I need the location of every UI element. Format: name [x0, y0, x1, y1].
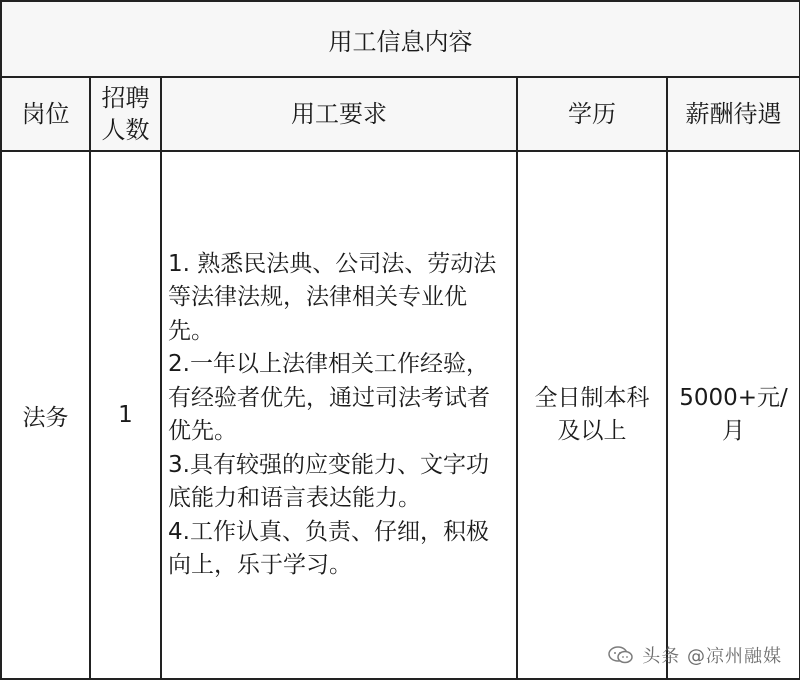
header-row — [1, 77, 800, 151]
watermark-text: 头条 @凉州融媒 — [642, 646, 782, 667]
education-line1: 全日制本科 — [534, 385, 650, 411]
title-row — [1, 1, 800, 77]
header-salary: 薪酬待遇 — [667, 77, 800, 151]
header-position: 岗位 — [1, 77, 90, 151]
salary-line1: 5000+元/ — [679, 385, 788, 411]
table-row — [1, 151, 800, 679]
header-count-line2: 人数 — [101, 116, 150, 144]
requirement-item: 4.工作认真、负责、仔细，积极向上，乐于学习。 — [168, 518, 489, 578]
cell-requirements — [161, 151, 517, 679]
header-education: 学历 — [517, 77, 667, 151]
education-line2: 及以上 — [557, 418, 627, 444]
requirement-item: 2.一年以上法律相关工作经验，有经验者优先，通过司法考试者优先。 — [168, 351, 490, 444]
cell-count: 1 — [90, 151, 161, 679]
wechat-icon — [608, 645, 634, 665]
cell-salary — [667, 151, 800, 679]
watermark — [608, 642, 782, 668]
table-title: 用工信息内容 — [1, 1, 800, 77]
salary-line2: 月 — [722, 418, 746, 444]
cell-education — [517, 151, 667, 679]
requirement-item: 3.具有较强的应变能力、文字功底能力和语言表达能力。 — [168, 451, 489, 511]
header-requirements: 用工要求 — [161, 77, 517, 151]
header-count — [90, 77, 161, 151]
requirement-item: 1. 熟悉民法典、公司法、劳动法等法律法规，法律相关专业优先。 — [168, 250, 497, 344]
cell-position: 法务 — [1, 151, 90, 679]
header-count-line1: 招聘 — [101, 84, 150, 112]
